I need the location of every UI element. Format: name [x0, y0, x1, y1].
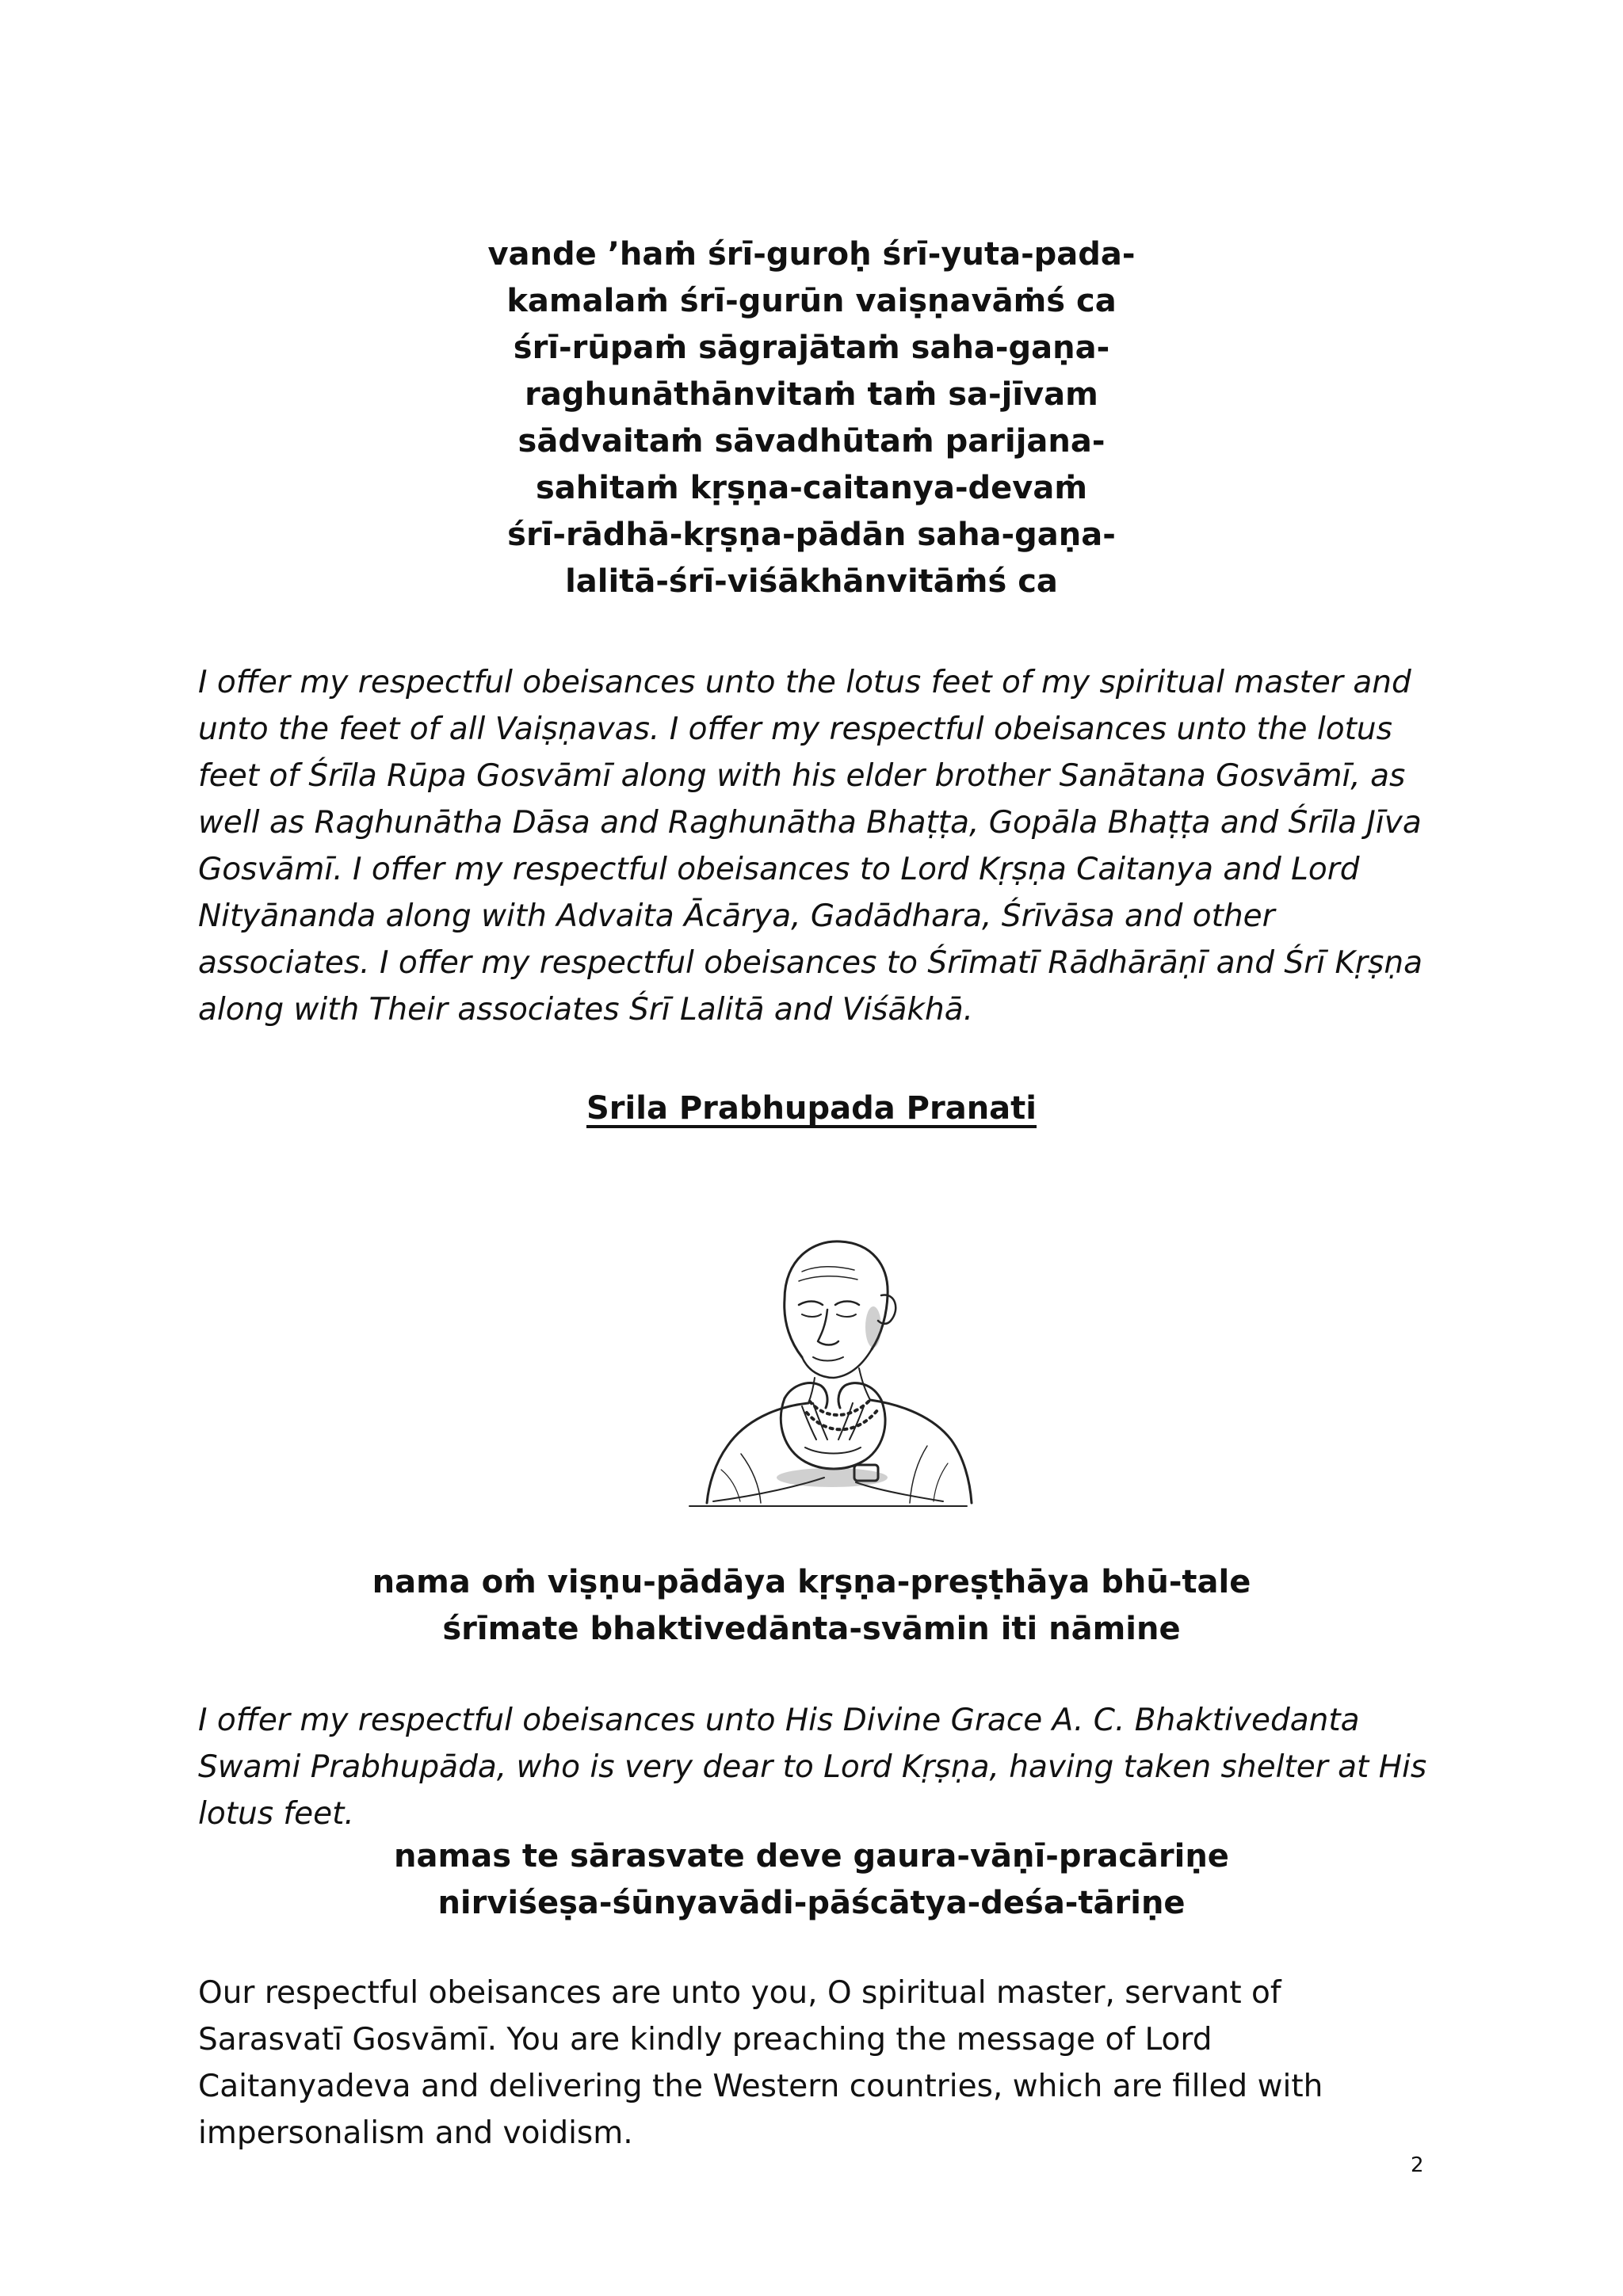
- translation-vande-aham: I offer my respectful obeisances unto the lotus feet of my spiritual master and unto the feet of all Vaiṣṇavas. I offer my respectful obeisances unto the lotus feet of Śrīla Rūpa Gosvāmī along with his elder brother Sanātana Gosvāmī, as well as Raghunātha Dāsa and Raghunātha Bhaṭṭa, Gopāla Bhaṭṭa and Śrīla Jīva Gosvāmī. I offer my respectful obeisances to Lord Kṛṣṇa Caitanya and Lord Nityānanda along with Advaita Ācārya, Gadādhara, Śrīvāsa and other associates. I offer my respectful obeisances to Śrīmatī Rādhārāṇī and Śrī Kṛṣṇa along with Their associates Śrī Lalitā and Viśākhā.: [198, 665, 1423, 1028]
- verse-nama-om: [0, 1559, 1623, 1653]
- verse-line: śrīmate bhaktivedānta-svāmin iti nāmine: [442, 1611, 1181, 1647]
- section-heading: Srila Prabhupada Pranati: [586, 1090, 1037, 1127]
- verse-line: lalitā-śrī-viśākhānvitāṁś ca: [565, 563, 1058, 600]
- verse-line: raghunāthānvitaṁ taṁ sa-jīvam: [525, 376, 1098, 413]
- verse-line: vande ’haṁ śrī-guroḥ śrī-yuta-pada-: [487, 236, 1136, 273]
- verse-line: nama oṁ viṣṇu-pādāya kṛṣṇa-preṣṭhāya bhū-tale: [372, 1564, 1251, 1600]
- translation-nama-om: I offer my respectful obeisances unto His Divine Grace A. C. Bhaktivedanta Swami Prabhupāda, who is very dear to Lord Kṛṣṇa, having taken shelter at His lotus feet.: [198, 1703, 1427, 1832]
- page-number: 2: [1411, 2153, 1424, 2177]
- verse-line: śrī-rādhā-kṛṣṇa-pādān saha-gaṇa-: [507, 517, 1116, 553]
- verse-line: nirviśeṣa-śūnyavādi-pāścātya-deśa-tāriṇe: [437, 1885, 1186, 1921]
- prabhupada-portrait-sketch: [666, 1216, 991, 1509]
- verse-line: sahitaṁ kṛṣṇa-caitanya-devaṁ: [535, 470, 1088, 506]
- verse-line: namas te sārasvate deve gaura-vāṇī-pracāriṇe: [394, 1838, 1229, 1875]
- verse-line: śrī-rūpaṁ sāgrajātaṁ saha-gaṇa-: [513, 330, 1110, 366]
- verse-vande-aham: [0, 231, 1623, 605]
- verse-line: sādvaitaṁ sāvadhūtaṁ parijana-: [517, 423, 1106, 460]
- verse-line: kamalaṁ śrī-gurūn vaiṣṇavāṁś ca: [506, 283, 1117, 319]
- translation-namas-te: Our respectful obeisances are unto you, O spiritual master, servant of Sarasvatī Gosvāmī. You are kindly preaching the message of Lord Caitanyadeva and delivering the Western countries, which are filled with impersonalism and voidism.: [198, 1975, 1323, 2151]
- verse-namas-te: [0, 1833, 1623, 1927]
